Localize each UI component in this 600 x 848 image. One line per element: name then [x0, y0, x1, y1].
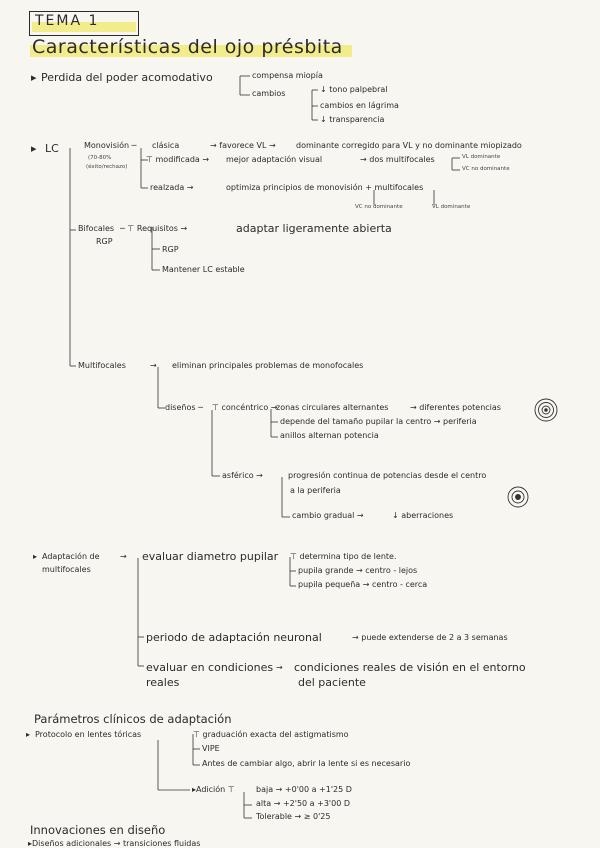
- lc-mejor: mejor adaptación visual: [226, 155, 323, 164]
- lc-dos-multi: → dos multifocales: [360, 155, 435, 164]
- lc-adaptar: adaptar ligeramente abierta: [236, 222, 392, 235]
- concentric-target-icon: [535, 399, 557, 421]
- lc-label: LC: [45, 142, 59, 155]
- param-vipe: VIPE: [202, 744, 220, 753]
- lc-dominante: dominante corregido para VL y no dominante miopizado: [296, 141, 522, 150]
- lc-zonas: zonas circulares alternantes: [276, 403, 389, 412]
- lc-depende: depende del tamaño pupilar la centro → periferia: [280, 417, 477, 426]
- lc-vl-dom: VL dominante: [462, 154, 501, 160]
- lc-vl-dom2: VL dominante: [432, 204, 471, 210]
- aspheric-target-icon: [508, 487, 528, 507]
- param-baja: baja → +0'00 a +1'25 D: [256, 785, 352, 794]
- lc-clasica: clásica: [152, 141, 180, 150]
- perdida-c3: ↓ transparencia: [320, 115, 385, 124]
- adapt-arrow: →: [120, 552, 127, 561]
- perdida-c2: cambios en lágrima: [320, 101, 399, 110]
- param-grad: ⊤ graduación exacta del astigmatismo: [193, 730, 349, 739]
- lc-disenos: diseños ─: [165, 403, 203, 412]
- lc-asferico: asférico →: [222, 471, 263, 480]
- param-adicion: ▸Adición ⊤: [192, 785, 235, 794]
- adapt-label2: multifocales: [42, 565, 91, 574]
- adapt-puede: → puede extenderse de 2 a 3 semanas: [352, 633, 508, 642]
- lc-modificada: ⊤ modificada →: [146, 155, 210, 164]
- adapt-arrow2: →: [276, 663, 283, 672]
- adapt-evaluar-cond: evaluar en condiciones: [146, 661, 274, 674]
- lc-pct2: (éxito/rechazo): [86, 164, 128, 170]
- lc-concentrico: ⊤ concéntrico →: [212, 403, 278, 412]
- adapt-pp: pupila pequeña → centro - cerca: [298, 580, 428, 589]
- bullet-perdida: ▸: [31, 71, 37, 84]
- adapt-reales: reales: [146, 676, 180, 689]
- lc-aberraciones: ↓ aberraciones: [392, 511, 454, 520]
- bullet-lc: ▸: [31, 142, 37, 155]
- bullet-adaptacion: ▸: [33, 552, 38, 561]
- lc-bifocales: Bifocales: [78, 224, 115, 233]
- lc-arrow-eliminan: →: [150, 361, 157, 370]
- adapt-evaluar: evaluar diametro pupilar: [142, 550, 279, 563]
- lc-vc-no-dom2: VC no dominante: [355, 204, 403, 210]
- lc-rgp: RGP: [162, 245, 179, 254]
- perdida-cambios: cambios: [252, 89, 286, 98]
- perdida-c1: ↓ tono palpebral: [320, 85, 388, 94]
- param-protocolo: Protocolo en lentes tóricas: [35, 730, 142, 739]
- lc-dif-pot: → diferentes potencias: [410, 403, 501, 412]
- innov-title: Innovaciones en diseño: [30, 823, 166, 837]
- adapt-label1: Adaptación de: [42, 552, 100, 561]
- lc-monovision: Monovisión ─: [84, 141, 137, 150]
- innov-line: ▸Diseños adicionales → transiciones fluidas: [28, 839, 201, 848]
- lc-eliminan: eliminan principales problemas de monofocales: [172, 361, 364, 370]
- lc-periferia: a la periferia: [290, 486, 341, 495]
- lc-pct: (70-80%: [88, 155, 112, 161]
- tema-label: TEMA 1: [35, 13, 100, 29]
- param-alta: alta → +2'50 a +3'00 D: [256, 799, 350, 808]
- lc-realzada: realzada →: [150, 183, 194, 192]
- lc-requisitos: ─ ⊤ Requisitos →: [120, 224, 188, 233]
- perdida-main: Perdida del poder acomodativo: [41, 71, 213, 84]
- adapt-condiciones: condiciones reales de visión en el entorno: [294, 661, 526, 674]
- lc-multifocales: Multifocales: [78, 361, 126, 370]
- adapt-determina: ⊤ determina tipo de lente.: [290, 552, 397, 561]
- page-title: Características del ojo présbita: [32, 36, 343, 58]
- lc-mantener: Mantener LC estable: [162, 265, 245, 274]
- param-tolerable: Tolerable → ≥ 0'25: [256, 812, 331, 821]
- parametros-title: Parámetros clínicos de adaptación: [34, 712, 232, 726]
- lc-cambio: cambio gradual →: [292, 511, 364, 520]
- lc-favorece: → favorece VL →: [210, 141, 276, 150]
- perdida-compensa: compensa miopía: [252, 71, 323, 80]
- bullet-protocolo: ▸: [26, 730, 31, 739]
- lc-optimiza: optimiza principios de monovisión + multifocales: [226, 183, 424, 192]
- lc-progresion: progresión continua de potencias desde el centro: [288, 471, 487, 480]
- adapt-paciente: del paciente: [298, 676, 366, 689]
- param-antes: Antes de cambiar algo, abrir la lente si es necesario: [202, 759, 411, 768]
- lc-vc-nodom: VC no dominante: [462, 166, 510, 172]
- lc-rgp-label: RGP: [96, 237, 113, 246]
- adapt-pg: pupila grande → centro - lejos: [298, 566, 418, 575]
- adapt-periodo: periodo de adaptación neuronal: [146, 631, 322, 644]
- lc-anillos: anillos alternan potencia: [280, 431, 379, 440]
